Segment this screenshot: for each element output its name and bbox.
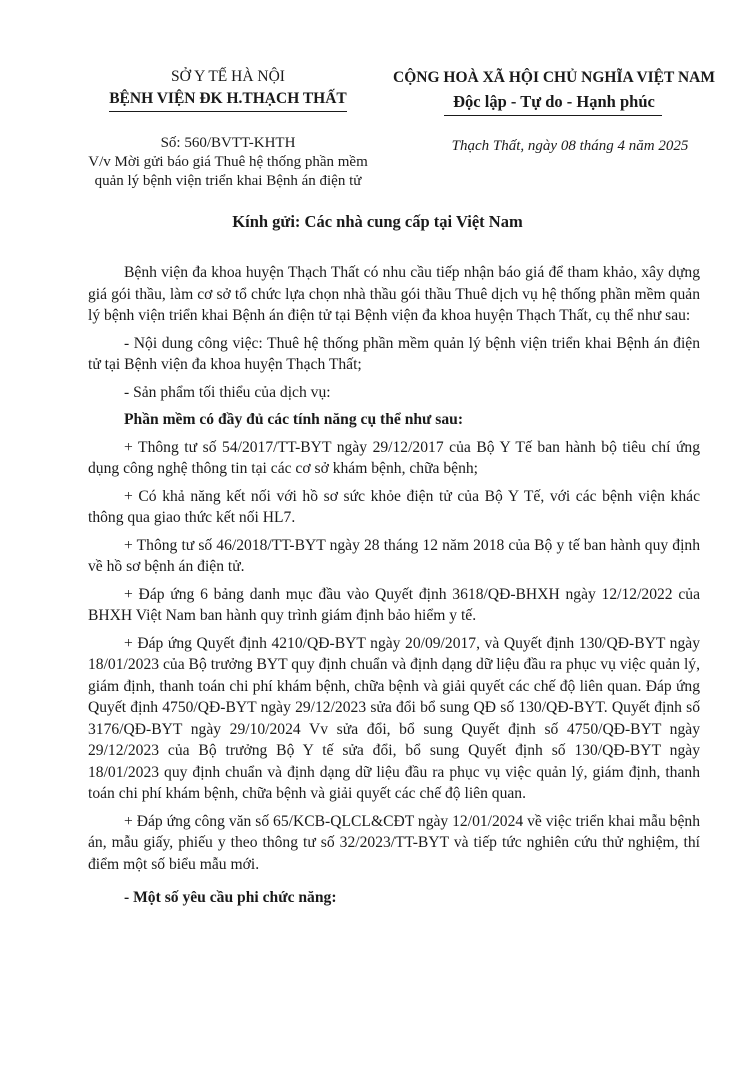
subject-line-1: V/v Mời gửi báo giá Thuê hệ thống phần mềm [88,154,368,170]
org-name [78,88,378,112]
paragraph-products: - Sản phẩm tối thiểu của dịch vụ: [124,383,331,401]
feature-item-6: + Đáp ứng công văn số 65/KCB-QLCL&CĐT ngày 12/01/2024 về việc triển khai mẫu bệnh án, mẫu giấy, phiếu y theo thông tư số 32/2023/TT-BYT và tiếp tức nghiên cứu thử nghiệm, thí điểm một số biểu mẫu mới. [88,812,700,873]
letter-body [88,262,700,915]
subject-line-2: quản lý bệnh viện triển khai Bệnh án điện tử [94,173,362,189]
document-number: Số: 560/BVTT-KHTH [160,135,296,151]
feature-item-2: + Có khả năng kết nối với hồ sơ sức khỏe điện tử của Bộ Y Tế, với các bệnh viện khác thông qua giao thức kết nối HL7. [88,487,700,526]
org-parent: SỞ Y TẾ HÀ NỘI [171,68,285,85]
national-header [376,66,732,114]
country-name: CỘNG HOÀ XÃ HỘI CHỦ NGHĨA VIỆT NAM [393,69,715,86]
feature-item-5: + Đáp ứng Quyết định 4210/QĐ-BYT ngày 20/09/2017, và Quyết định 130/QĐ-BYT ngày 18/01/2023 của Bộ trưởng BYT quy định chuẩn và định dạng dữ liệu đầu ra phục vụ việc quản lý, giám định, thanh toán chi phí khám bệnh, chữa bệnh và giải quyết các chế độ liên quan. Đáp ứng Quyết định 4750/QĐ-BYT ngày 29/12/2023 sửa đổi bổ sung QĐ số 130/QĐ-BYT. Quyết định số 3176/QĐ-BYT ngày 29/10/2024 Vv sửa đổi, bổ sung Quyết định số 4750/QĐ-BYT ngày 29/12/2023 của Bộ trưởng Bộ Y tế sửa đổi, bổ sung Quyết định số 130/QĐ-BYT ngày 18/01/2023 quy định chuẩn và định dạng dữ liệu đầu ra phục vụ việc quản lý, giám định, thanh toán chi phí khám bệnh, chữa bệnh và giải quyết các chế độ liên quan. [88,634,700,802]
paragraph-intro: Bệnh viện đa khoa huyện Thạch Thất có nhu cầu tiếp nhận báo giá để tham khảo, xây dựng giá gói thầu, làm cơ sở tổ chức lựa chọn nhà thầu gói thầu Thuê dịch vụ hệ thống phần mềm quản lý bệnh viện triển khai Bệnh án điện tử tại Bệnh viện đa khoa huyện Thạch Thất, cụ thể như sau: [88,264,700,324]
issue-date: Thạch Thất, ngày 08 tháng 4 năm 2025 [451,138,689,154]
reference-block [78,134,378,191]
motto: Độc lập - Tự do - Hạnh phúc [453,92,655,111]
feature-item-1: + Thông tư số 54/2017/TT-BYT ngày 29/12/2017 của Bộ Y Tế ban hành bộ tiêu chí ứng dụng công nghệ thông tin tại các cơ sở khám bệnh, chữa bệnh; [88,438,700,477]
org-name-text: BỆNH VIỆN ĐK H.THẠCH THẤT [109,88,347,112]
issuer-block [78,66,378,112]
motto-underline [444,115,662,116]
non-functional-heading: - Một số yêu cầu phi chức năng: [124,889,337,906]
recipient: Kính gửi: Các nhà cung cấp tại Việt Nam [232,212,523,231]
feature-item-4: + Đáp ứng 6 bảng danh mục đầu vào Quyết định 3618/QĐ-BHXH ngày 12/12/2022 của BHXH Việt Nam ban hành quy trình giám định bảo hiểm y tế. [88,585,700,624]
paragraph-scope: - Nội dung công việc: Thuê hệ thống phần mềm quản lý bệnh viện triển khai Bệnh án điện tử tại Bệnh viện đa khoa huyện Thạch Thất; [88,334,700,373]
feature-item-3: + Thông tư số 46/2018/TT-BYT ngày 28 tháng 12 năm 2018 của Bộ y tế ban hành quy định về hồ sơ bệnh án điện tử. [88,536,700,575]
features-heading: Phần mềm có đầy đủ các tính năng cụ thể như sau: [124,411,464,428]
